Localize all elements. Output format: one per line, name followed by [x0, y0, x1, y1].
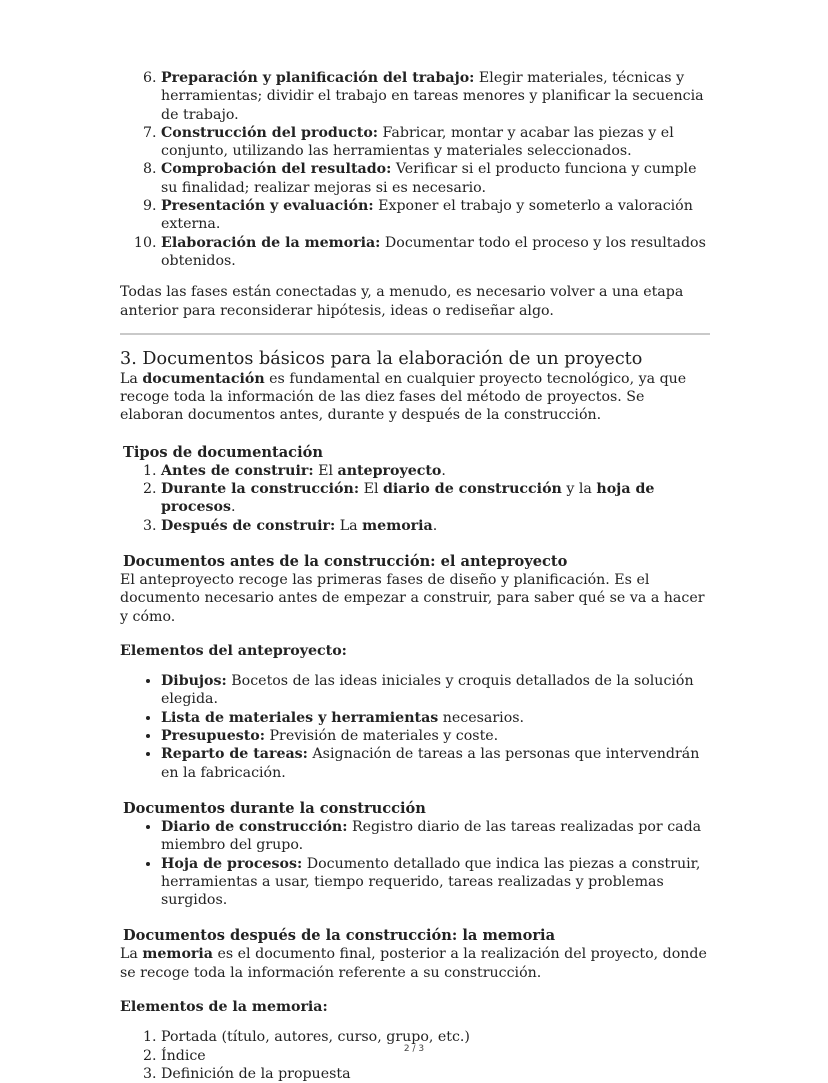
- step-text: Elegir materiales, técnicas y herramientas; dividir el trabajo en tareas menores y planificar la secuencia de trabajo.: [161, 70, 704, 123]
- item-bold: diario de construcción: [383, 481, 562, 498]
- list-item: [161, 124, 710, 161]
- section-heading: 3. Documentos básicos para la elaboración de un proyecto: [120, 348, 643, 369]
- step-title: Preparación y planificación del trabajo:: [161, 70, 475, 86]
- list-item: [161, 160, 710, 197]
- paragraph-text: La: [120, 946, 143, 963]
- intro-bold: documentación: [142, 370, 265, 387]
- project-steps-list: [120, 69, 710, 270]
- page-number: 2 / 3: [403, 1044, 425, 1054]
- step-title: Presentación y evaluación:: [161, 198, 374, 215]
- subheading-tipos: Tipos de documentación: [123, 443, 323, 461]
- intro-text: La: [120, 370, 143, 387]
- item-text: .: [441, 462, 446, 479]
- antes-paragraph: El anteproyecto recoge las primeras fases de diseño y planificación. Es el documento necesario antes de empezar a construir, para saber qué se va a hacer y cómo.: [120, 571, 705, 625]
- section-intro: [120, 370, 710, 425]
- anteproyecto-elements-heading: Elementos del anteproyecto:: [120, 642, 347, 659]
- list-item: [161, 234, 710, 271]
- horizontal-rule: [120, 333, 710, 335]
- item-text: Bocetos de las ideas iniciales y croquis detallados de la solución elegida.: [161, 673, 694, 708]
- item-text: Asignación de tareas a las personas que intervendrán en la fabricación.: [161, 746, 700, 781]
- step-title: Elaboración de la memoria:: [161, 234, 381, 251]
- list-item: [161, 462, 710, 480]
- item-text: Registro diario de las tareas realizadas por cada miembro del grupo.: [161, 818, 702, 854]
- item-text: Documento detallado que indica las piezas a construir, herramientas a usar, tiempo requerido, tareas realizadas y problemas surgidos.: [161, 855, 701, 909]
- item-label: Dibujos:: [161, 673, 227, 690]
- list-item: [161, 517, 710, 535]
- item-text: La: [335, 517, 363, 534]
- list-item: [161, 480, 710, 517]
- list-item: 3. Definición de la propuesta: [161, 1065, 710, 1083]
- item-label: Lista de materiales y herramientas: [161, 709, 439, 726]
- list-item: 1. Portada (título, autores, curso, grupo, etc.): [161, 1028, 710, 1046]
- list-item: [161, 672, 710, 709]
- subheading-durante: Documentos durante la construcción: [123, 799, 426, 817]
- subheading-antes: Documentos antes de la construcción: el anteproyecto: [123, 552, 568, 570]
- anteproyecto-elements-list: [120, 672, 710, 782]
- list-item: [161, 69, 710, 124]
- item-text: necesarios.: [438, 709, 525, 726]
- tipos-list: [120, 462, 710, 535]
- list-item: [161, 197, 710, 234]
- step-text: Documentar todo el proceso y los resultados obtenidos.: [161, 234, 706, 269]
- item-text: Previsión de materiales y coste.: [264, 728, 499, 745]
- list-item: [161, 745, 710, 782]
- item-bold: memoria: [362, 517, 433, 534]
- list-item: [161, 818, 710, 855]
- item-label: Reparto de tareas:: [161, 746, 308, 763]
- step-text: Fabricar, montar y acabar las piezas y el conjunto, utilizando las herramientas y materiales seleccionados.: [161, 124, 674, 160]
- paragraph-text: es el documento final, posterior a la realización del proyecto, donde se recoge toda la información referente a su construcción.: [120, 946, 707, 981]
- intro-text: es fundamental en cualquier proyecto tecnológico, ya que recoge toda la información de las diez fases del método de proyectos. Se elaboran documentos antes, durante y después de la construcción.: [120, 370, 687, 424]
- closing-paragraph: Todas las fases están conectadas y, a menudo, es necesario volver a una etapa anterior para reconsiderar hipótesis, ideas o rediseñar algo.: [120, 284, 684, 319]
- item-text: y la: [561, 481, 597, 498]
- step-title: Construcción del producto:: [161, 124, 379, 141]
- step-title: Comprobación del resultado:: [161, 161, 392, 178]
- list-item: [161, 727, 710, 745]
- subheading-despues: Documentos después de la construcción: la memoria: [123, 927, 556, 945]
- step-text: Exponer el trabajo y someterlo a valoración externa.: [161, 198, 693, 233]
- list-item: 2. Índice: [161, 1047, 710, 1065]
- item-label: Después de construir:: [161, 517, 336, 534]
- paragraph-bold: memoria: [142, 946, 213, 963]
- item-label: Durante la construcción:: [161, 481, 360, 498]
- item-text: .: [432, 517, 438, 534]
- item-label: Hoja de procesos:: [161, 855, 303, 872]
- item-text: .: [230, 499, 236, 516]
- item-label: Antes de construir:: [161, 462, 314, 479]
- durante-elements-list: [120, 818, 710, 909]
- item-label: Diario de construcción:: [161, 818, 348, 835]
- item-text: El: [359, 481, 383, 498]
- document-page: [120, 69, 710, 1083]
- item-bold: hoja de procesos: [161, 481, 655, 516]
- list-item: [161, 709, 710, 727]
- item-bold: anteproyecto: [337, 462, 442, 479]
- memoria-elements-heading: Elementos de la memoria:: [120, 998, 328, 1015]
- step-text: Verificar si el producto funciona y cumple su finalidad; realizar mejoras si es necesario.: [161, 161, 697, 196]
- despues-paragraph: [120, 945, 710, 982]
- item-text: El: [313, 462, 338, 479]
- list-item: [161, 855, 710, 910]
- item-label: Presupuesto:: [161, 728, 265, 745]
